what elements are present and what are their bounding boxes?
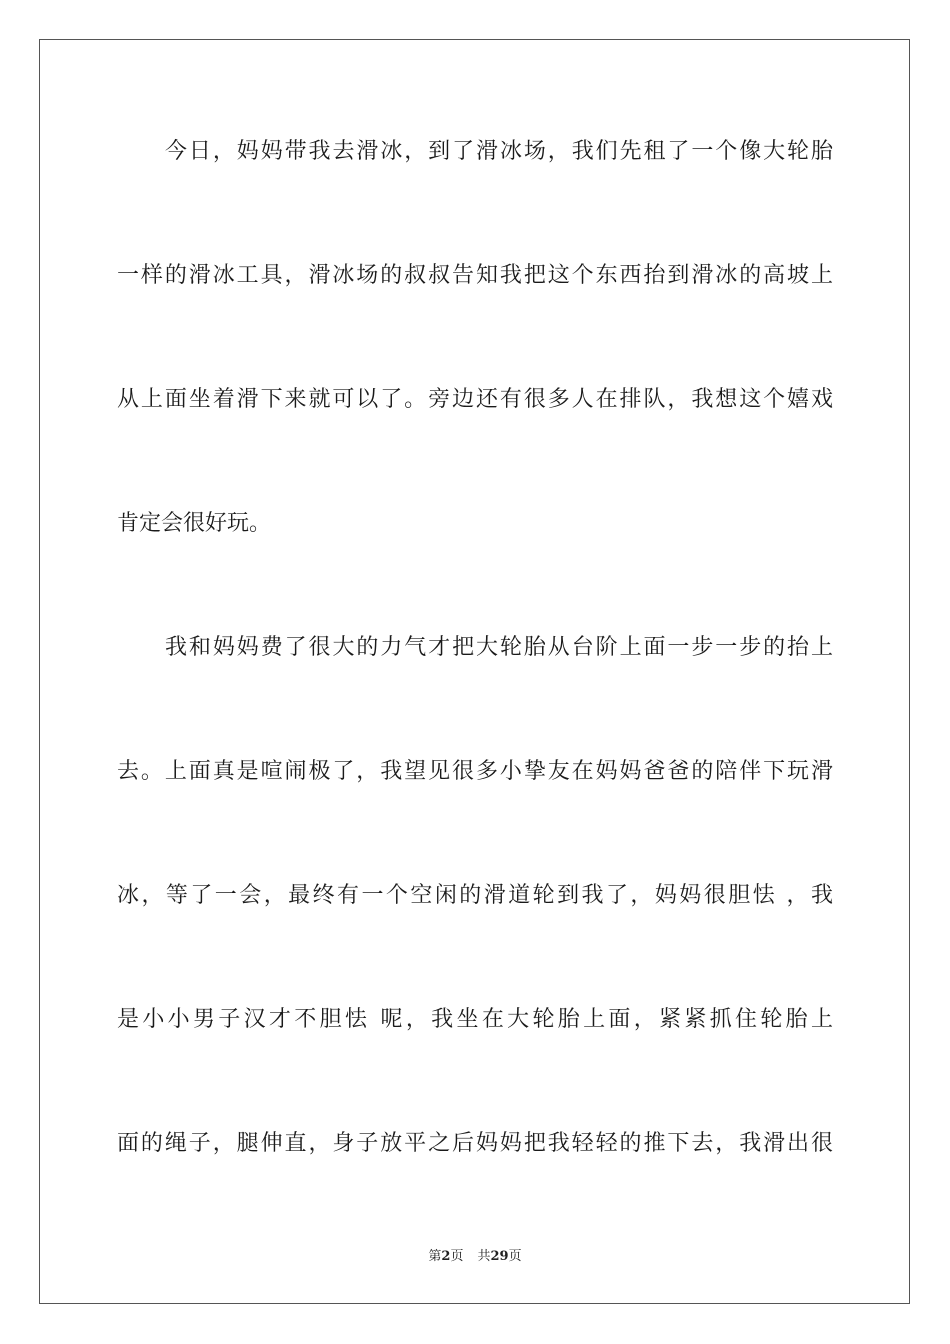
page-footer — [0, 1249, 950, 1265]
paragraph-2-line-4: 是小小男子汉才不胆怯 呢，我坐在大轮胎上面，紧紧抓住轮胎上 — [117, 1007, 833, 1032]
paragraph-1-line-4: 肯定会很好玩。 — [117, 511, 272, 536]
paragraph-2-line-3: 冰，等了一会，最终有一个空闲的滑道轮到我了，妈妈很胆怯 ，我 — [117, 883, 833, 908]
paragraph-1-line-1: 今日，妈妈带我去滑冰，到了滑冰场，我们先租了一个像大轮胎 — [165, 139, 833, 164]
total-label-prefix: 共 — [477, 1249, 491, 1264]
total-page-number: 29 — [490, 1249, 509, 1264]
total-label-suffix: 页 — [508, 1249, 522, 1264]
paragraph-1-line-3: 从上面坐着滑下来就可以了。旁边还有很多人在排队，我想这个嬉戏 — [117, 387, 833, 412]
page-label-prefix: 第 — [428, 1249, 442, 1264]
paragraph-2-line-1: 我和妈妈费了很大的力气才把大轮胎从台阶上面一步一步的抬上 — [165, 635, 833, 660]
paragraph-2-line-5: 面的绳子，腿伸直，身子放平之后妈妈把我轻轻的推下去，我滑出很 — [117, 1131, 833, 1156]
page-label-suffix: 页 — [450, 1249, 464, 1264]
page-border — [39, 39, 910, 1304]
current-page-number: 2 — [441, 1249, 451, 1264]
paragraph-2-line-2: 去。上面真是喧闹极了，我望见很多小挚友在妈妈爸爸的陪伴下玩滑 — [117, 759, 833, 784]
paragraph-1-line-2: 一样的滑冰工具，滑冰场的叔叔告知我把这个东西抬到滑冰的高坡上 — [117, 263, 833, 288]
